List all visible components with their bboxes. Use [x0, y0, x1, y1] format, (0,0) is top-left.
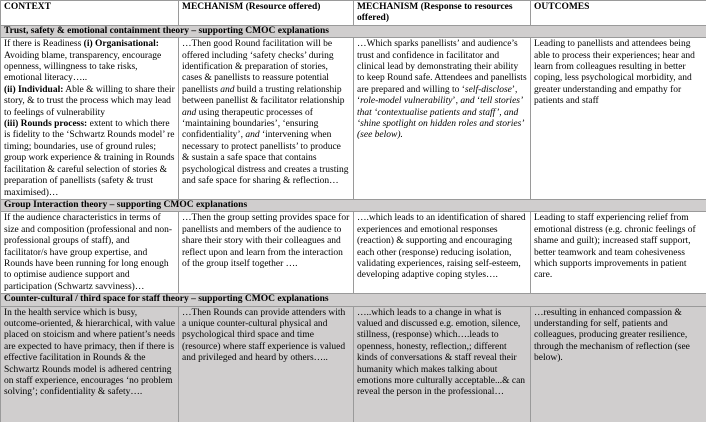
outcomes-cell: …resulting in enhanced compassion & understanding for self, patients and colleagues, producing greater resilience, through the mechanism of reflection (see below).: [531, 306, 707, 422]
table-row: [1, 306, 707, 422]
section-row-trust: [1, 25, 707, 37]
header-outcomes: OUTCOMES: [531, 1, 707, 26]
table-row: [1, 38, 707, 200]
header-context: CONTEXT: [1, 1, 179, 26]
section-row-group: [1, 199, 707, 211]
section-row-countercultural: [1, 294, 707, 306]
context-cell: In the health service which is busy, outcome-oriented, & hierarchical, with value placed on stoicism and where patient’s needs are expected to have primacy, then if there is effective facilitation in Rounds & the Schwartz Rounds model is adhered centring on staff experience, encourages ‘no problem solving’; confidentiality & safety….: [1, 306, 179, 422]
context-cell: If the audience characteristics in terms of size and composition (professional and non-professional groups of staff), and facilitator/s have group expertise, and Rounds have been running for long enough to optimise audience support and participation (Schwartz savviness)…: [1, 212, 179, 294]
table-row: [1, 212, 707, 294]
context-cell: If there is Readiness (i) Organisational: Avoiding blame, transparency, encourage openness, willingness to take risks, emotional literacy….. (ii) Individual: Able & willing to share their story, & to trust the process which may lead to feelings of vulnerability (iii) Rounds process: extent to which there is fidelity to the ‘Schwartz Rounds model’ re timing; boundaries, use of ground rules; group work experience & training in Rounds facilitation & careful selection of stories & preparation of panellists (safety & trust maximised)…: [1, 38, 179, 200]
section-title-countercultural: Counter-cultural / third space for staff theory – supporting CMOC explanations: [1, 294, 707, 306]
resource-cell: …Then good Round facilitation will be offered including ‘safety checks’ during identification & preparation of stories, cases & panellists to reassure potential panellists and build a trusting relationship between panellist & facilitator relationship and using therapeutic processes of ‘maintaining boundaries’, ‘ensuring confidentiality’, and ‘intervening when necessary to protect panellists’ to produce & sustain a safe space that contains psychological distress and creates a trusting and safe space for sharing & reflection…: [179, 38, 354, 200]
response-cell: …Which sparks panellists’ and audience’s trust and confidence in facilitator and clinical lead by demonstrating their ability to keep Round safe. Attendees and panellists are prepared and willing to ‘self-disclose’, ‘role-model vulnerability’, and ‘tell stories’ that ‘contextualise patients and staff’, and ‘shine spotlight on hidden roles and stories’ (see below).: [354, 38, 531, 200]
header-row: [1, 1, 707, 26]
response-cell: …..which leads to a change in what is valued and discussed e.g. emotion, silence, stillness, (response) which….leads to openness, honesty, reflection,; different kinds of conversations & staff reveal their humanity which makes talking about emotions more culturally acceptable...& can reveal the person in the professional…: [354, 306, 531, 422]
response-cell: ….which leads to an identification of shared experiences and emotional responses (reaction) & supporting and encouraging each other (response) reducing isolation, validating experiences, raising self-esteem, developing adaptive coping styles….: [354, 212, 531, 294]
header-mechanism-resource: MECHANISM (Resource offered): [179, 1, 354, 26]
header-mechanism-response: MECHANISM (Response to resources offered): [354, 1, 531, 26]
outcomes-cell: Leading to panellists and attendees being able to process their experiences; hear and learn from colleagues resulting in better coping, less psychological morbidity, and greater understanding and empathy for patients and staff: [531, 38, 707, 200]
resource-cell: …Then the group setting provides space for panellists and members of the audience to share their story with their colleagues and reflect upon and learn from the interaction of the group itself together ….: [179, 212, 354, 294]
section-title-trust: Trust, safety & emotional containment theory – supporting CMOC explanations: [1, 25, 707, 37]
section-title-group: Group Interaction theory – supporting CMOC explanations: [1, 199, 707, 211]
resource-cell: …Then Rounds can provide attenders with a unique counter-cultural physical and psychological third space and time (resource) where staff experience is valued and privileged and heard by others…..: [179, 306, 354, 422]
outcomes-cell: Leading to staff experiencing relief from emotional distress (e.g. chronic feelings of shame and guilt); increased staff support, better teamwork and team cohesiveness which supports improvements in patient care.: [531, 212, 707, 294]
